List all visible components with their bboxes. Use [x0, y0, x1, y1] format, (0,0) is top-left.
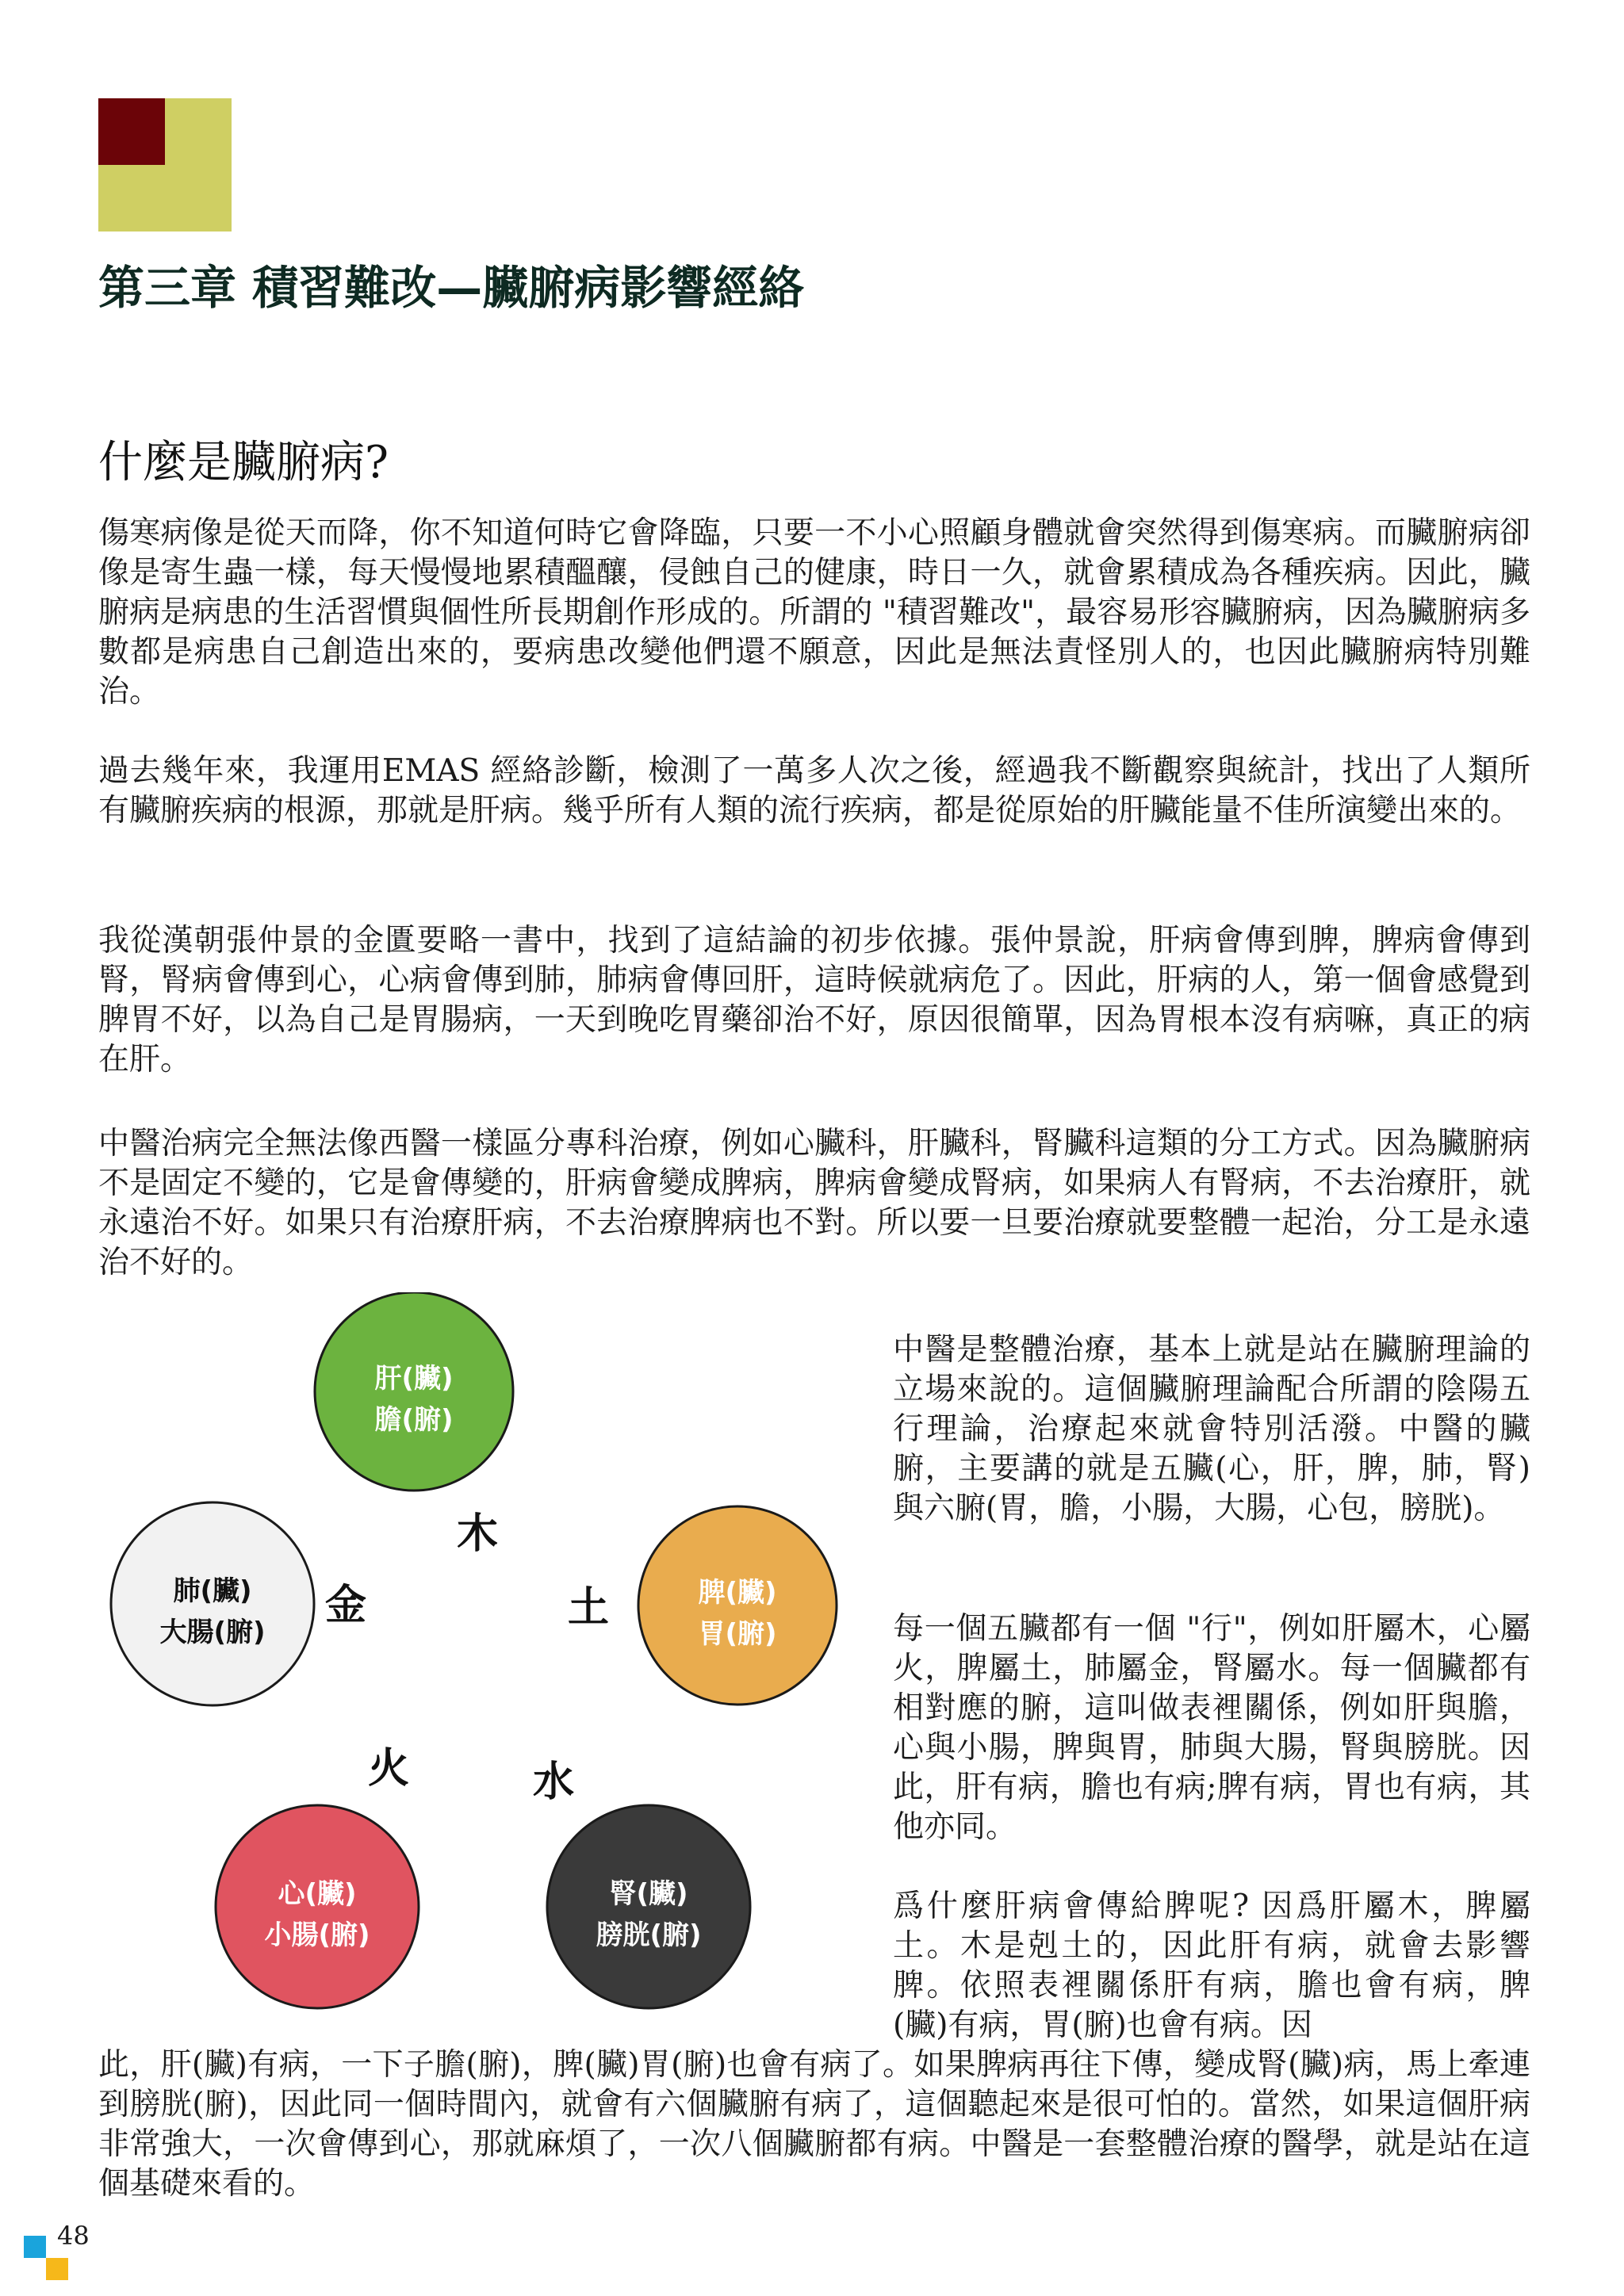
node-liver-line1: 肝(臟): [374, 1363, 454, 1395]
element-label-earth: 土: [567, 1584, 610, 1632]
side-paragraph-3: 爲什麼肝病會傳給脾呢? 因爲肝屬木，脾屬土。木是剋土的，因此肝有病，就會去影響脾。依照表裡關係肝有病，膽也會有病，脾(臟)有病，胃(腑)也會有病。因: [893, 1888, 1530, 2043]
paragraph-1: 傷寒病像是從天而降，你不知道何時它會降臨，只要一不小心照顧身體就會突然得到傷寒病。而臟腑病卻像是寄生蟲一樣，每天慢慢地累積醞釀，侵蝕自己的健康，時日一久，就會累積成為各種疾病。因此，臟腑病是病患的生活習慣與個性所長期創作形成的。所謂的 "積習難改"，最容易形容臟腑病，因為臟腑病多數都是病患自己創造出來的，要病患改變他們還不願意，因此是無法責怪別人的，也因此臟腑病特別難治。: [98, 515, 1530, 710]
page-number: 48: [57, 2221, 90, 2251]
element-label-water: 水: [532, 1758, 575, 1806]
node-lung-line1: 肺(臟): [173, 1575, 252, 1607]
element-label-metal: 金: [324, 1582, 367, 1629]
node-lung: [111, 1502, 314, 1705]
node-liver-line2: 膽(腑): [374, 1404, 454, 1436]
paragraph-2: 過去幾年來，我運用EMAS 經絡診斷，檢測了一萬多人次之後，經過我不斷觀察與統計，找出了人類所有臟腑疾病的根源，那就是肝病。幾乎所有人類的流行疾病，都是從原始的肝臟能量不佳所演變出來的。: [98, 753, 1530, 828]
footer-decoration-blue: [24, 2236, 46, 2258]
chapter-decoration-inner: [98, 98, 165, 165]
side-paragraph-2: 每一個五臟都有一個 "行"，例如肝屬木，心屬火，脾屬土，肺屬金，腎屬水。每一個臟都有相對應的腑，這叫做表裡關係，例如肝與膽，心與小腸，脾與胃，肺與大腸，腎與膀胱。因此，肝有病，膽也有病;脾有病，胃也有病，其他亦同。: [893, 1611, 1530, 1845]
paragraph-3: 我從漢朝張仲景的金匱要略一書中，找到了這結論的初步依據。張仲景說，肝病會傳到脾，脾病會傳到腎，腎病會傳到心，心病會傳到肺，肺病會傳回肝，這時候就病危了。因此，肝病的人，第一個會感覺到脾胃不好，以為自己是胃腸病，一天到晚吃胃藥卻治不好，原因很簡單，因為胃根本沒有病嘛，真正的病在肝。: [98, 923, 1530, 1077]
node-heart-line2: 小腸(腑): [264, 1919, 370, 1951]
element-label-fire: 火: [367, 1745, 410, 1793]
side-paragraph-1: 中醫是整體治療，基本上就是站在臟腑理論的立場來說的。這個臟腑理論配合所謂的陰陽五行理論，治療起來就會特別活潑。中醫的臟腑，主要講的就是五臟(心，肝，脾，肺，腎)與六腑(胃，膽，小腸，大腸，心包，膀胱)。: [893, 1332, 1530, 1526]
tail-paragraph: 此，肝(臟)有病，一下子膽(腑)，脾(臟)胃(腑)也會有病了。如果脾病再往下傳，變成腎(臟)病，馬上牽連到膀胱(腑)，因此同一個時間內，就會有六個臟腑有病了，這個聽起來是很可怕的。當然，如果這個肝病非常強大，一次會傳到心，那就麻煩了，一次八個臟腑都有病。中醫是一套整體治療的醫學，就是站在這個基礎來看的。: [98, 2047, 1530, 2202]
chapter-title: 第三章 積習難改—臟腑病影響經絡: [98, 261, 805, 315]
paragraph-4: 中醫治病完全無法像西醫一樣區分專科治療，例如心臟科，肝臟科，腎臟科這類的分工方式。因為臟腑病不是固定不變的，它是會傳變的，肝病會變成脾病，脾病會變成腎病，如果病人有腎病，不去治療肝，就永遠治不好。如果只有治療肝病，不去治療脾病也不對。所以要一旦要治療就要整體一起治，分工是永遠治不好的。: [98, 1126, 1530, 1280]
five-elements-diagram: [79, 1292, 872, 2085]
element-label-wood: 木: [456, 1510, 499, 1558]
node-kidney-line1: 腎(臟): [609, 1878, 688, 1910]
node-kidney: [547, 1805, 750, 2008]
node-liver: [315, 1292, 513, 1490]
node-heart-line1: 心(臟): [278, 1878, 357, 1910]
node-spleen: [638, 1506, 837, 1705]
node-heart: [216, 1805, 419, 2008]
footer-decoration-yellow: [46, 2258, 68, 2280]
node-spleen-line1: 脾(臟): [698, 1577, 777, 1609]
node-spleen-line2: 胃(腑): [698, 1618, 777, 1650]
node-kidney-line2: 膀胱(腑): [596, 1919, 702, 1951]
node-lung-line2: 大腸(腑): [159, 1617, 266, 1648]
section-heading: 什麼是臟腑病?: [98, 437, 389, 488]
